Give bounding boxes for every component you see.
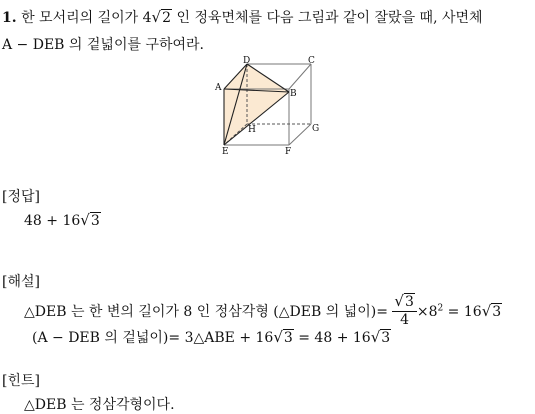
cube-figure — [212, 56, 324, 156]
label-d: D — [243, 56, 251, 66]
fraction-sqrt3-over-4: $\frac{√3}{4}$ — [392, 292, 416, 328]
answer-heading: [정답] — [2, 189, 40, 205]
hint-heading: [힌트] — [2, 373, 40, 389]
sqrt-three: √3 — [273, 328, 293, 346]
sqrt-three: √3 — [481, 302, 502, 320]
solution-line-2: (A − DEB 의 겉넓이)= 3△ABE + 16√3 = 48 + 16√3 — [32, 328, 391, 346]
label-c: C — [308, 56, 315, 66]
sqrt-three: √3 — [80, 211, 100, 229]
problem-number: 1. — [2, 10, 17, 26]
label-f: F — [285, 147, 292, 156]
label-b: B — [290, 89, 297, 99]
sqrt-two: √2 — [151, 8, 172, 26]
solution-heading: [해설] — [2, 274, 40, 290]
problem-line-1 — [2, 7, 483, 27]
label-h: H — [248, 125, 256, 135]
solution-line-1: △DEB 는 한 변의 길이가 8 인 정삼각형 (△DEB 의 넓이)= $\frac{√3}{4}$ $\times 8^2 = 16√3$ — [24, 292, 502, 328]
label-e: E — [222, 147, 229, 156]
hint-text: △DEB 는 정삼각형이다. — [24, 397, 175, 413]
problem-text-end: 인 정육면체를 다음 그림과 같이 잘랐을 때, 사면체 — [172, 10, 483, 26]
problem-text-start: 한 모서리의 길이가 4 — [21, 10, 152, 26]
label-a: A — [215, 83, 222, 93]
problem-line-2: A − DEB 의 겉넓이를 구하여라. — [2, 37, 204, 53]
label-g: G — [312, 124, 320, 134]
sqrt-three: √3 — [370, 328, 391, 346]
answer-text: 48 + 16√3 — [24, 211, 100, 229]
